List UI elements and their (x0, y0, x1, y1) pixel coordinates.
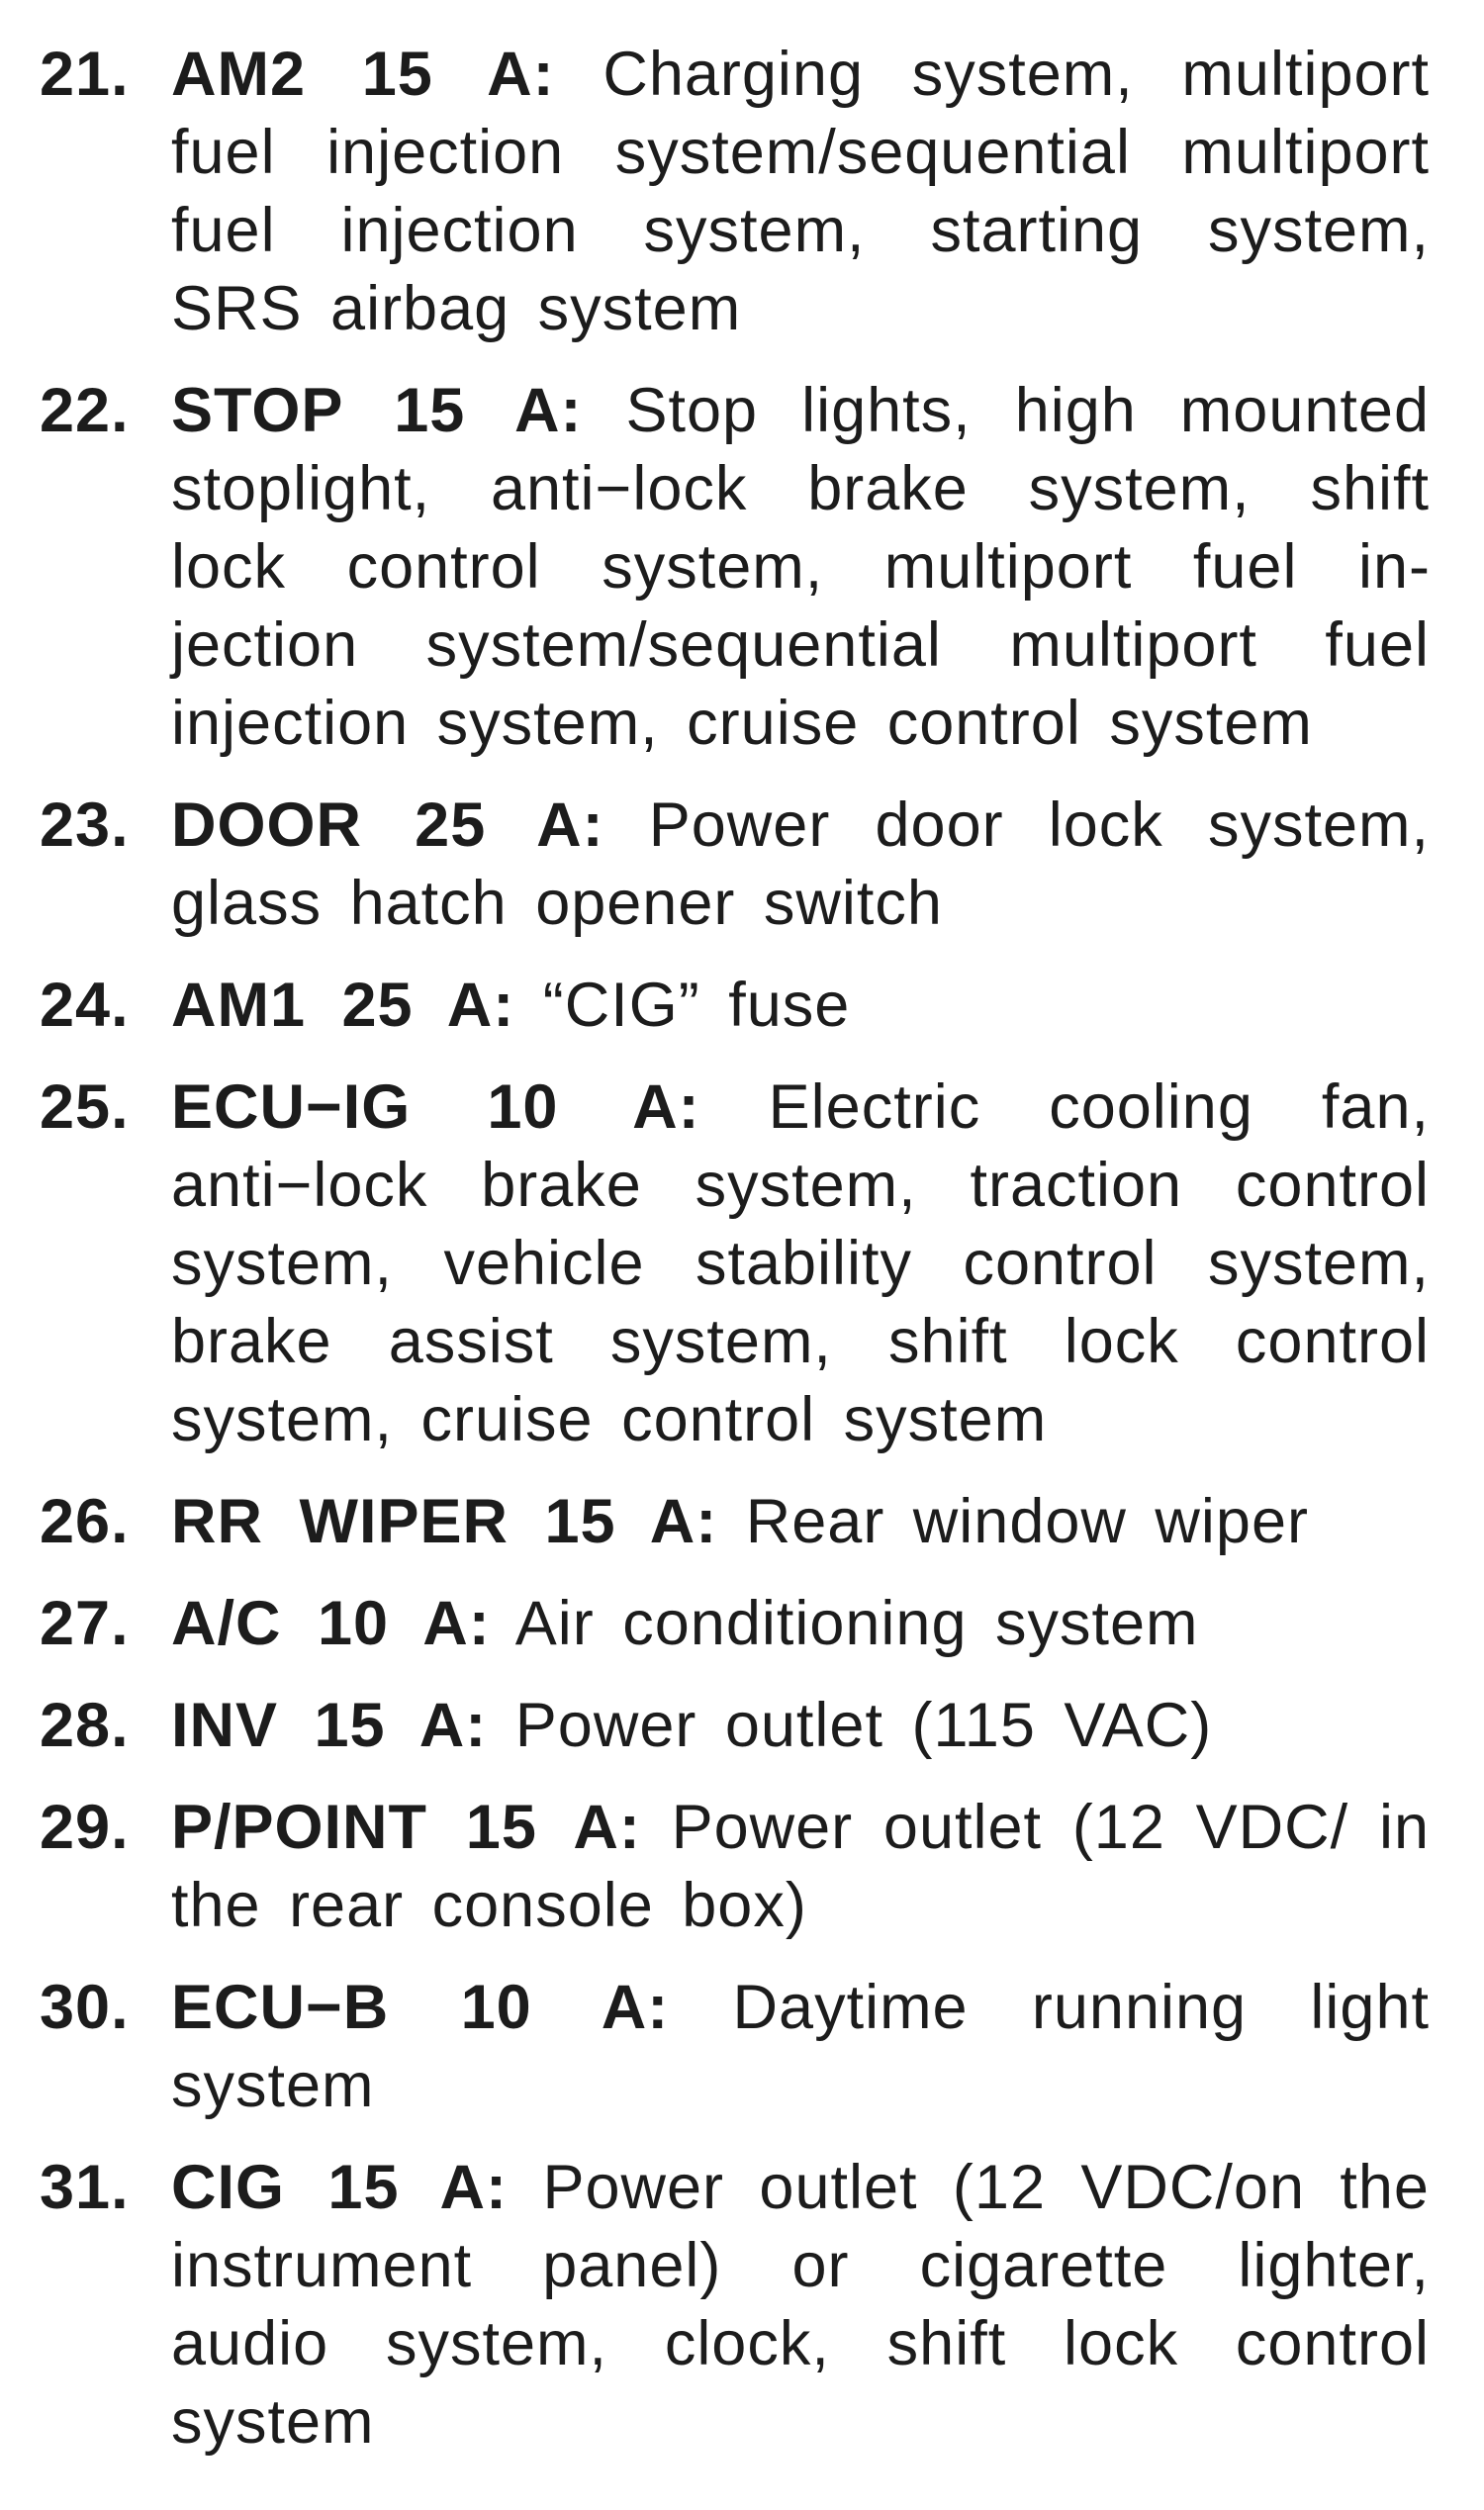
fuse-description: Daytime running light system (171, 1973, 1430, 2120)
fuse-number: 29. (40, 1793, 130, 1862)
fuse-entry-24 (40, 967, 1430, 1045)
fuse-heading: AM1 25 A: (171, 971, 515, 1040)
fuse-heading: DOOR 25 A: (171, 790, 604, 860)
fuse-entry-31 (40, 2149, 1430, 2462)
fuse-entry-29 (40, 1789, 1430, 1945)
fuse-description: Rear window wiper (745, 1487, 1309, 1556)
fuse-description: Power door lock system, glass hatch opener switch (171, 790, 1430, 938)
fuse-heading: AM2 15 A: (171, 40, 555, 109)
fuse-number: 24. (40, 971, 130, 1040)
fuse-entry-27 (40, 1585, 1430, 1663)
fuse-heading: INV 15 A: (171, 1691, 488, 1760)
fuse-entry-30 (40, 1969, 1430, 2125)
fuse-description: Charging system, multiport fuel injection system/sequential multiport fuel injection system, starting system, SRS airbag system (171, 40, 1431, 343)
fuse-heading: A/C 10 A: (171, 1589, 491, 1658)
fuse-number: 23. (40, 790, 130, 860)
fuse-description: Power outlet (12 VDC/on the instrument panel) or cigarette lighter, audio system, clock, shift lock control system (171, 2153, 1430, 2457)
fuse-number: 22. (40, 376, 130, 445)
fuse-description: Electric cooling fan, anti−lock brake system, traction control system, vehicle stability control system, brake assist system, shift lock control system, cruise control system (171, 1072, 1430, 1454)
fuse-description: Power outlet (115 VAC) (514, 1691, 1213, 1760)
fuse-number: 28. (40, 1691, 130, 1760)
fuse-number: 27. (40, 1589, 130, 1658)
fuse-description: Air conditioning system (514, 1589, 1199, 1658)
fuse-number: 25. (40, 1072, 130, 1142)
fuse-heading: CIG 15 A: (171, 2153, 509, 2222)
fuse-number: 21. (40, 40, 130, 109)
fuse-entry-23 (40, 787, 1430, 943)
fuse-entry-21 (40, 36, 1430, 348)
fuse-entry-25 (40, 1069, 1430, 1459)
fuse-heading: RR WIPER 15 A: (171, 1487, 718, 1556)
fuse-heading: STOP 15 A: (171, 376, 583, 445)
fuse-heading: ECU−IG 10 A: (171, 1072, 700, 1142)
fuse-description: Power outlet (12 VDC/ in the rear console box) (171, 1793, 1430, 1940)
fuse-number: 31. (40, 2153, 130, 2222)
fuse-heading: ECU−B 10 A: (171, 1973, 670, 2042)
fuse-entry-28 (40, 1687, 1430, 1765)
fuse-heading: P/POINT 15 A: (171, 1793, 641, 1862)
fuse-list (40, 36, 1430, 2485)
fuse-entry-26 (40, 1483, 1430, 1561)
fuse-description: Stop lights, high mounted stoplight, anti−lock brake system, shift lock control system, multiport fuel injection system/sequential multiport fuel injection system, cruise control system (171, 376, 1430, 758)
fuse-number: 26. (40, 1487, 130, 1556)
fuse-description: “CIG” fuse (542, 971, 851, 1040)
fuse-number: 30. (40, 1973, 130, 2042)
fuse-entry-22 (40, 372, 1430, 763)
